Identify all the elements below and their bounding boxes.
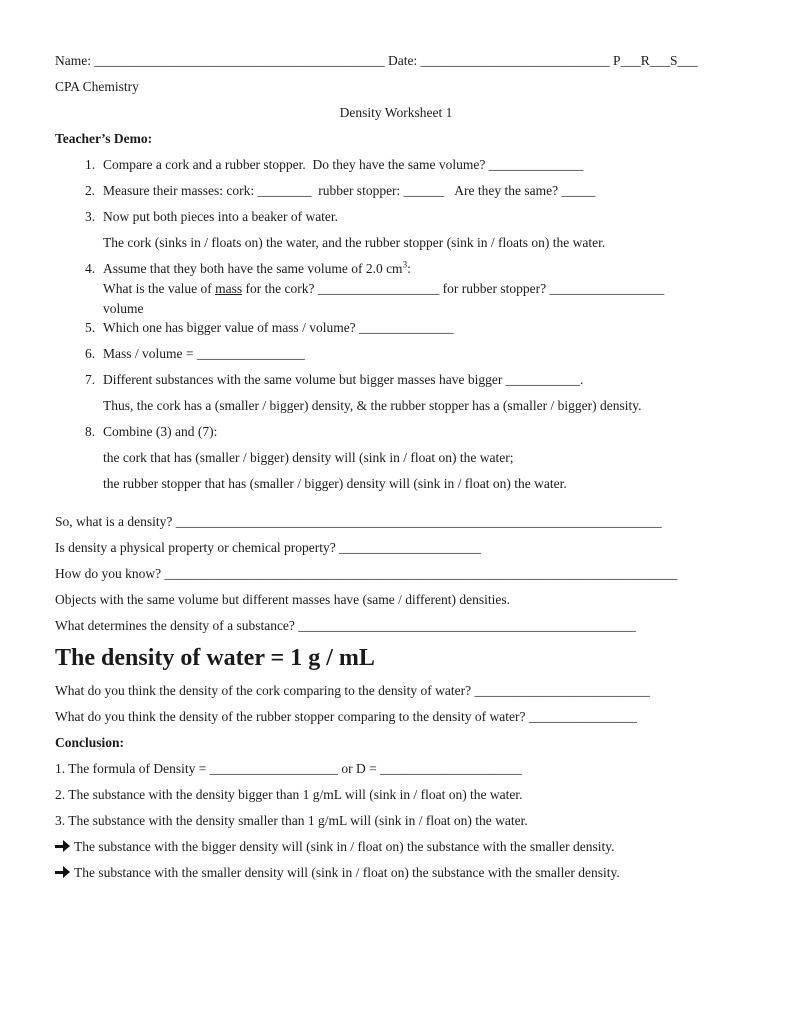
item-4-line-2-pre: What is the value of — [103, 281, 216, 296]
item-7-line: Different substances with the same volume but bigger masses have bigger ___________. — [103, 372, 584, 387]
item-text: Mass / volume = ________________ — [103, 346, 305, 361]
demo-list — [55, 156, 737, 492]
item-8-subline-cork: the cork that has (smaller / bigger) density will (sink in / float on) the water; — [103, 450, 514, 465]
density-of-water-heading: The density of water = 1 g / mL — [55, 645, 375, 671]
name-blank: ___________________________________________ — [94, 53, 385, 68]
item-number: 1. — [85, 157, 96, 172]
demo-item-1 — [55, 156, 737, 173]
item-text — [103, 208, 737, 251]
statement-same-volume-different-masses: Objects with the same volume but different masses have (same / different) densities. — [55, 592, 510, 607]
item-number: 8. — [85, 424, 96, 439]
item-text: Compare a cork and a rubber stopper. Do they have the same volume? ______________ — [103, 157, 584, 172]
arrow-bullet-smaller-density — [55, 864, 737, 881]
item-text: Measure their masses: cork: ________ rubber stopper: ______ Are they the same? _____ — [103, 183, 596, 198]
item-8-line: Combine (3) and (7): — [103, 424, 218, 439]
demo-item-2 — [55, 182, 737, 199]
water-comparison-section — [55, 682, 737, 725]
arrow-bullet-bigger-density — [55, 838, 737, 855]
item-3-subline: The cork (sinks in / floats on) the water, and the rubber stopper (sink in / floats on) the water. — [103, 235, 606, 250]
conclusion-section — [55, 760, 737, 881]
heavy-right-arrow-icon — [55, 840, 70, 852]
teachers-demo-heading: Teacher’s Demo: — [55, 131, 153, 146]
superscript-3: 3 — [402, 259, 408, 270]
item-text: Which one has bigger value of mass / volume? ______________ — [103, 320, 454, 335]
demo-item-7 — [55, 371, 737, 414]
name-label: Name: — [55, 53, 91, 68]
conclusion-item-float: 3. The substance with the density smaller than 1 g/mL will (sink in / float on) the water. — [55, 813, 528, 828]
item-4-line-1-text: Assume that they both have the same volume of 2.0 cm — [103, 261, 403, 276]
question-physical-or-chemical: Is density a physical property or chemical property? _____________________ — [55, 540, 481, 555]
demo-item-3 — [55, 208, 737, 251]
item-4-line-1-colon: : — [407, 261, 411, 276]
heavy-right-arrow-icon — [55, 866, 70, 878]
item-text — [103, 260, 737, 317]
item-number: 6. — [85, 346, 96, 361]
item-7-subline: Thus, the cork has a (smaller / bigger) density, & the rubber stopper has a (smaller / bigger) density. — [103, 398, 642, 413]
item-number: 4. — [85, 261, 96, 276]
demo-item-5 — [55, 319, 737, 336]
item-number: 2. — [85, 183, 96, 198]
item-text — [103, 371, 737, 414]
worksheet-title: Density Worksheet 1 — [339, 105, 453, 120]
demo-item-6 — [55, 345, 737, 362]
period-row-seat-blanks: P___R___S___ — [613, 53, 698, 68]
header-line — [55, 52, 737, 69]
item-3-line: Now put both pieces into a beaker of water. — [103, 209, 339, 224]
density-questions-section — [55, 513, 737, 634]
arrow-bullet-text: The substance with the bigger density will (sink in / float on) the substance with the smaller density. — [74, 839, 615, 854]
demo-item-4 — [55, 260, 737, 317]
date-label: Date: — [388, 53, 418, 68]
item-8-subline-stopper: the rubber stopper that has (smaller / bigger) density will (sink in / float on) the water. — [103, 476, 567, 491]
conclusion-item-sink: 2. The substance with the density bigger than 1 g/mL will (sink in / float on) the water. — [55, 787, 523, 802]
date-blank: ____________________________ — [420, 53, 610, 68]
question-stopper-vs-water-density: What do you think the density of the rubber stopper comparing to the density of water? ________________ — [55, 709, 637, 724]
item-text — [103, 423, 737, 492]
question-cork-vs-water-density: What do you think the density of the cork comparing to the density of water? __________________________ — [55, 683, 651, 698]
question-how-do-you-know: How do you know? ____________________________________________________________________________ — [55, 566, 678, 581]
fraction-numerator-mass: mass — [215, 281, 243, 296]
conclusion-heading: Conclusion: — [55, 735, 125, 750]
item-number: 3. — [85, 209, 96, 224]
question-what-determines-density: What determines the density of a substance? __________________________________________________ — [55, 618, 636, 633]
conclusion-item-formula: 1. The formula of Density = ___________________ or D = _____________________ — [55, 761, 522, 776]
item-4-line-2 — [103, 280, 737, 297]
item-number: 7. — [85, 372, 96, 387]
item-4-line-2-post: for the cork? __________________ for rubber stopper? _________________ — [242, 281, 665, 296]
question-what-is-density: So, what is a density? ________________________________________________________________________ — [55, 514, 662, 529]
item-number: 5. — [85, 320, 96, 335]
demo-item-8 — [55, 423, 737, 492]
course-name: CPA Chemistry — [55, 79, 139, 94]
fraction-denominator-volume: volume — [103, 301, 144, 316]
arrow-bullet-text: The substance with the smaller density will (sink in / float on) the substance with the smaller density. — [74, 865, 620, 880]
item-4-line-1 — [103, 260, 737, 277]
